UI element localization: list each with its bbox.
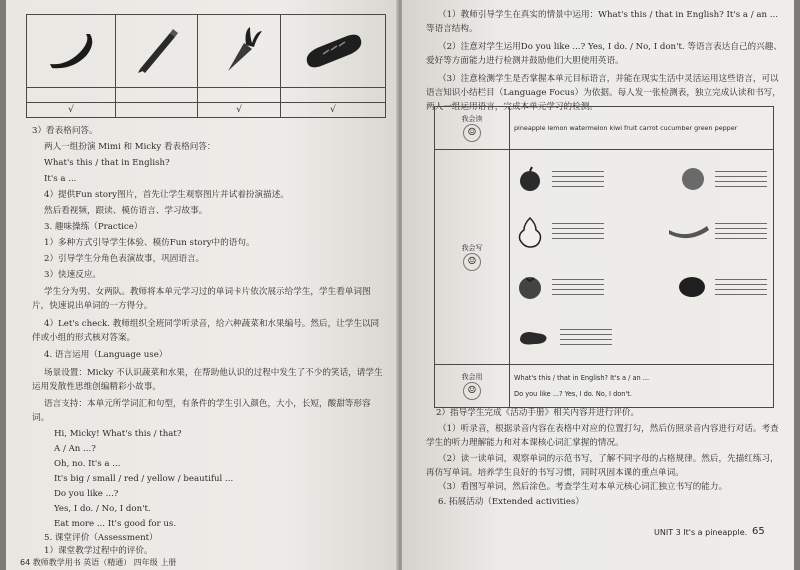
paragraph: （2）注意对学生运用Do you like ...? Yes, I do. / No, I don't. 等语言表达自己的兴趣、爱好等方面能力进行检测并鼓励他们大胆使用英语。 bbox=[426, 42, 782, 66]
writing-lines bbox=[552, 275, 604, 299]
dialogue-line: Oh, no. It's a ... bbox=[54, 459, 121, 469]
check-cell bbox=[115, 103, 197, 118]
writing-lines bbox=[552, 167, 604, 191]
section-heading: 6. 拓展活动（Extended activities） bbox=[438, 497, 584, 507]
paragraph: 学生分为男、女两队。教师将本单元学习过的单词卡片依次展示给学生，学生看单词图片，快速说出单词的一方得分。 bbox=[32, 287, 371, 311]
writing-lines bbox=[715, 275, 767, 299]
text-line: 两人一组扮演 Mimi 和 Micky 看表格问答： bbox=[44, 142, 216, 152]
page-number: 65 bbox=[752, 526, 765, 537]
row-label: 我会用 bbox=[461, 373, 483, 381]
text-line: 然后看视频，跟读、模仿语言、学习故事。 bbox=[44, 206, 208, 216]
dialogue-line: Hi, Micky! What's this / that? bbox=[54, 429, 182, 439]
writing-lines bbox=[715, 219, 767, 243]
paragraph: 4）Let's check. 教师组织全班同学听录音，给六种蔬菜和水果编号。然后，让学生以同伴或小组的形式核对答案。 bbox=[32, 319, 380, 343]
left-page bbox=[6, 0, 398, 570]
assessment-table bbox=[434, 106, 774, 408]
text-line: It's a ... bbox=[44, 174, 77, 184]
smiley-face-icon: ☺ bbox=[463, 124, 481, 142]
text-line: 4）提供Fun story图片，首先让学生观察图片并试着扮演描述。 bbox=[44, 190, 289, 200]
check-mark: √ bbox=[198, 103, 280, 118]
use-sentence: What's this / that in English? It's a / an ... bbox=[514, 374, 650, 382]
carrot-icon bbox=[214, 23, 264, 77]
banana-icon bbox=[667, 220, 711, 242]
text-line: 2）指导学生完成《活动手册》相关内容并进行评价。 bbox=[436, 408, 640, 418]
banana-cell bbox=[27, 15, 116, 88]
banana-icon bbox=[44, 30, 98, 70]
bread-cell bbox=[280, 15, 385, 88]
row-label: 我会写 bbox=[461, 244, 483, 252]
apple-icon bbox=[516, 165, 544, 193]
bread-icon bbox=[301, 30, 365, 70]
text-line: 1）课堂教学过程中的评价。 bbox=[44, 546, 153, 556]
dialogue-line: It's big / small / red / yellow / beautiful ... bbox=[54, 474, 234, 484]
orange-icon bbox=[679, 165, 707, 193]
text-line: 1）多种方式引导学生体验、模仿Fun story中的语句。 bbox=[44, 238, 255, 248]
text-line: （3）看图写单词，然后涂色。考查学生对本单元核心词汇独立书写的能力。 bbox=[438, 482, 728, 492]
section-heading: 5. 课堂评价（Assessment） bbox=[44, 533, 158, 543]
writing-lines bbox=[552, 219, 604, 243]
text-line: 2）引导学生分角色表演故事，巩固语言。 bbox=[44, 254, 205, 264]
pear-icon bbox=[516, 214, 544, 248]
writing-cell bbox=[510, 150, 774, 365]
text-line: 3）看表格问答。 bbox=[32, 126, 98, 136]
use-label-cell bbox=[435, 365, 510, 408]
pencil-cell bbox=[115, 15, 197, 88]
check-cell bbox=[115, 88, 197, 103]
check-cell bbox=[27, 88, 116, 103]
eggplant-icon bbox=[516, 326, 550, 348]
page-footer: 64 教师教学用书 英语（精通） 四年级 上册 bbox=[20, 558, 177, 567]
paragraph: （3）注意检测学生是否掌握本单元目标语言，并能在现实生活中灵活运用这些语言，可以语言知识小结栏目（Language Focus）为依据。每人发一张检测表，独立完成认读和书写，两人一组运用语言，完成本单元学习的检测。 bbox=[426, 74, 781, 112]
pencil-icon bbox=[132, 25, 182, 75]
paragraph: 语言支持：本单元所学词汇和句型，有条件的学生引入颜色，大小，长短，酸甜等形容词。 bbox=[32, 399, 371, 423]
check-mark: √ bbox=[280, 103, 385, 118]
dialogue-line: Yes, I do. / No, I don't. bbox=[54, 504, 151, 514]
writing-lines bbox=[715, 167, 767, 191]
paragraph: （1）听录音，根据录音内容在表格中对应的位置打勾，然后仿照录音内容进行对话。考查学生的听力理解能力和对本课核心词汇掌握的情况。 bbox=[426, 424, 779, 448]
picture-table bbox=[26, 14, 386, 118]
unit-footer: UNIT 3 It's a pineapple. bbox=[654, 528, 748, 537]
row-label: 我会读 bbox=[461, 115, 483, 123]
paragraph: 场景设置：Micky 不认识蔬菜和水果，在帮助他认识的过程中发生了不少的笑话，请学生运用发散性思维创编精彩小故事。 bbox=[32, 368, 383, 392]
carrot-cell bbox=[198, 15, 280, 88]
section-heading: 4. 语言运用（Language use） bbox=[44, 350, 168, 360]
word-list-cell: pineapple lemon watermelon kiwi fruit carrot cucumber green pepper bbox=[510, 107, 774, 150]
use-sentence: Do you like ...? Yes, I do. No, I don't. bbox=[514, 390, 632, 398]
dialogue-line: A / An ...? bbox=[54, 444, 96, 454]
writing-lines bbox=[560, 325, 612, 349]
tomato-icon bbox=[516, 273, 544, 301]
check-cell bbox=[280, 88, 385, 103]
paragraph: （1）教师引导学生在真实的情景中运用：What's this / that in English? It's a / an ... 等语言结构。 bbox=[426, 10, 778, 34]
smiley-face-icon: ☺ bbox=[463, 253, 481, 271]
potato-icon bbox=[677, 274, 707, 300]
write-label-cell bbox=[435, 150, 510, 365]
paragraph: （2）读一读单词，观察单词的示范书写，了解不同字母的占格规律。然后，先描红练习，再仿写单词。培养学生良好的书写习惯，同时巩固本课的重点单词。 bbox=[426, 454, 779, 478]
dialogue-line: Do you like ...? bbox=[54, 489, 119, 499]
text-line: What's this / that in English? bbox=[44, 158, 170, 168]
use-cell bbox=[510, 365, 774, 408]
section-heading: 3. 趣味操练（Practice） bbox=[44, 222, 143, 232]
check-mark: √ bbox=[27, 103, 116, 118]
text-line: 3）快速反应。 bbox=[44, 270, 102, 280]
dialogue-line: Eat more ... It's good for us. bbox=[54, 519, 177, 529]
smiley-face-icon: ☺ bbox=[463, 382, 481, 400]
check-cell bbox=[198, 88, 280, 103]
read-label-cell bbox=[435, 107, 510, 150]
